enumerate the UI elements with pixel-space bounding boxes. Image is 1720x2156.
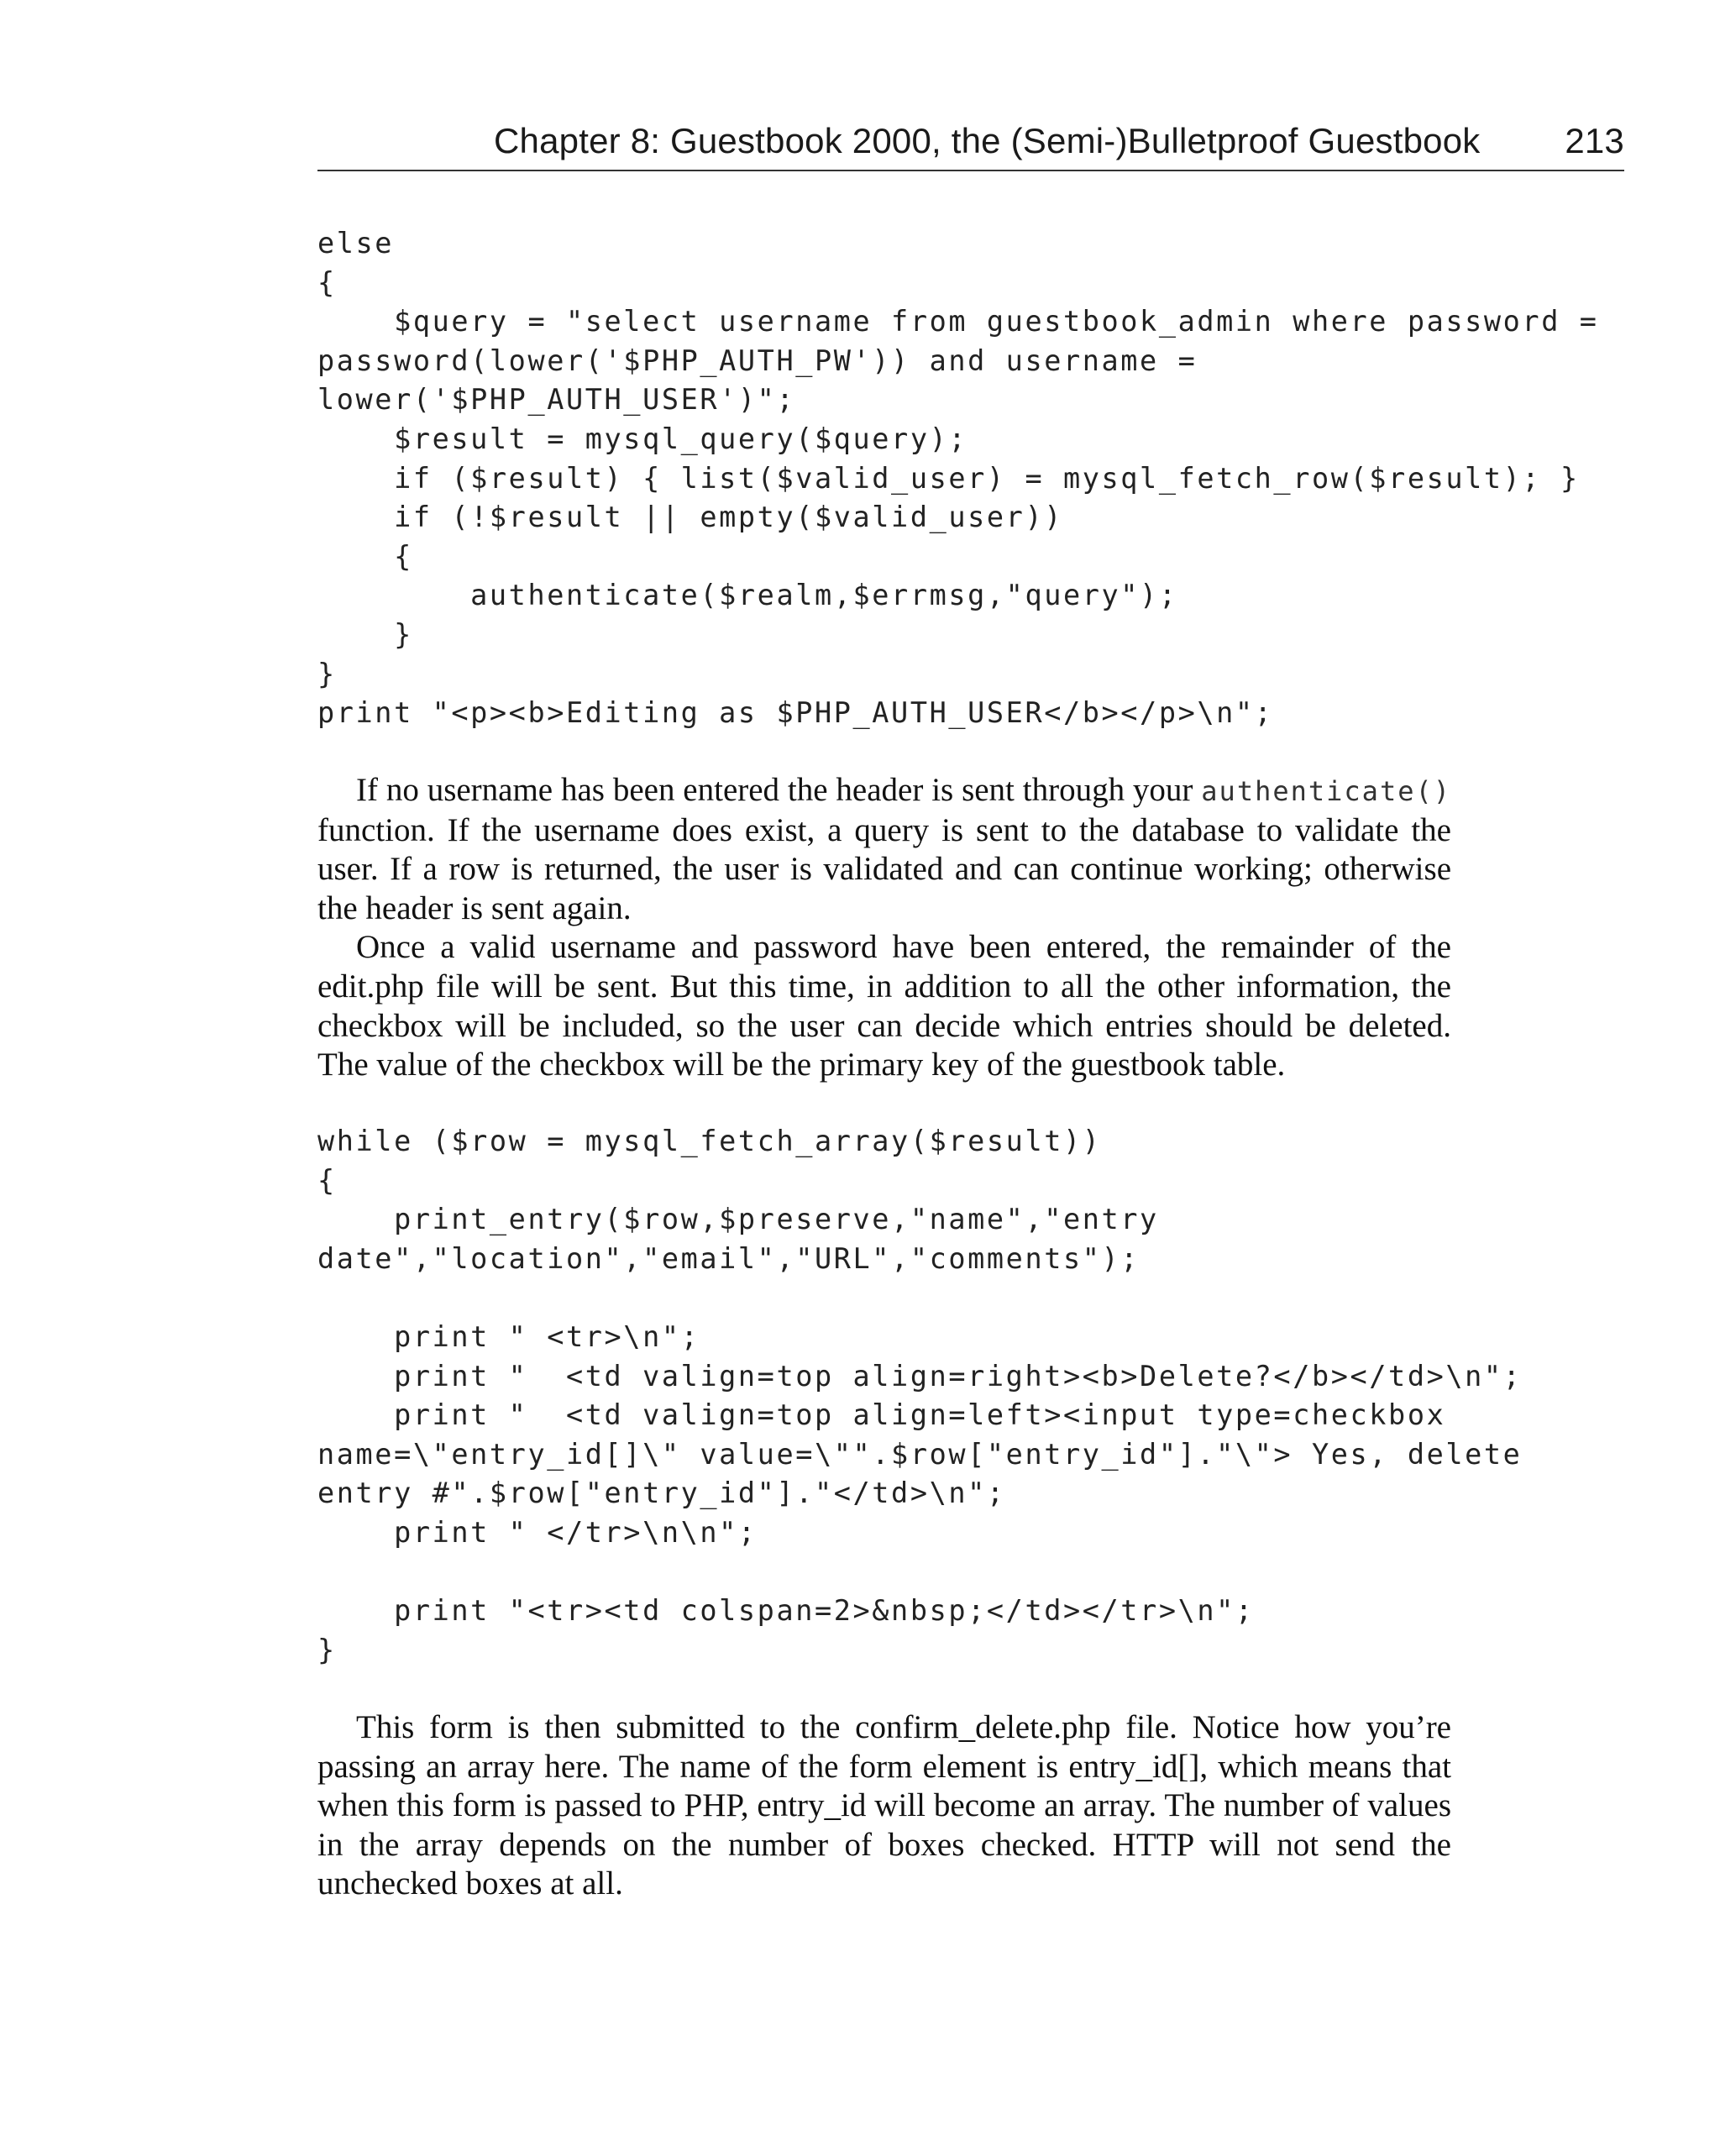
code-line: print " <td valign=top align=right><b>Delete?</b></td>\n"; (317, 1359, 1523, 1393)
prose-block-array-submission (317, 1708, 1451, 1904)
code-line: if (!$result || empty($valid_user)) (317, 501, 1063, 534)
code-line: if ($result) { list($valid_user) = mysql_fetch_row($result); } (317, 461, 1580, 495)
code-line: authenticate($realm,$errmsg,"query"); (317, 579, 1178, 612)
code-line: { (317, 1163, 337, 1197)
code-block-authentication (317, 224, 1599, 733)
page-number: 213 (1565, 121, 1624, 160)
code-line: $query = "select username from guestbook_admin where password = (317, 305, 1599, 338)
paragraph-text: If no username has been entered the header is sent through your (356, 772, 1202, 808)
code-line: } (317, 617, 413, 651)
paragraph (317, 771, 1451, 928)
code-block-delete-checkbox (317, 1122, 1522, 1670)
code-line: print " <td valign=top align=left><input type=checkbox (317, 1398, 1446, 1432)
prose-block-authentication (317, 771, 1451, 1085)
code-line: print " <tr>\n"; (317, 1319, 700, 1353)
code-line: { (317, 539, 413, 573)
code-line: date","location","email","URL","comments"); (317, 1241, 1141, 1275)
paragraph-text: function. If the username does exist, a query is sent to the database to validate the user. If a row is returned, the user is validated and can continue working; otherwise the header is sent again. (317, 811, 1451, 926)
code-line: name=\"entry_id[]\" value=\"".$row["entry_id"]."\"> Yes, delete (317, 1437, 1523, 1471)
code-line: while ($row = mysql_fetch_array($result)) (317, 1125, 1102, 1157)
code-line: entry #".$row["entry_id"]."</td>\n"; (317, 1477, 1006, 1510)
code-line: { (317, 265, 337, 299)
code-line: print "<p><b>Editing as $PHP_AUTH_USER</b></p>\n"; (317, 696, 1274, 730)
code-line: password(lower('$PHP_AUTH_PW')) and username = (317, 344, 1198, 377)
code-line: print " </tr>\n\n"; (317, 1515, 758, 1549)
inline-code: authenticate() (1201, 775, 1451, 807)
paragraph: Once a valid username and password have been entered, the remainder of the edit.php file will be sent. But this time, in addition to all the other information, the checkbox will be included, so the user can decide which entries should be deleted. The value of the checkbox will be the primary key of the guestbook table. (317, 929, 1451, 1083)
paragraph: This form is then submitted to the confirm_delete.php file. Notice how you’re passing an array here. The name of the form element is entry_id[], which means that when this form is passed to PHP, entry_id will become an array. The number of values in the array depends on the number of boxes checked. HTTP will not send the unchecked boxes at all. (317, 1709, 1451, 1902)
code-line: $result = mysql_query($query); (317, 422, 968, 455)
code-line: } (317, 1633, 337, 1666)
code-line: else (317, 227, 395, 260)
code-line: lower('$PHP_AUTH_USER')"; (317, 383, 796, 417)
code-line: print_entry($row,$preserve,"name","entry (317, 1203, 1159, 1236)
code-line: } (317, 657, 337, 690)
code-line (317, 1278, 1522, 1318)
code-line: print "<tr><td colspan=2>&nbsp;</td></tr>\n"; (317, 1594, 1255, 1628)
chapter-title: Chapter 8: Guestbook 2000, the (Semi-)Bulletproof Guestbook (494, 121, 1481, 160)
code-line (317, 1553, 1522, 1592)
running-header (317, 118, 1624, 171)
